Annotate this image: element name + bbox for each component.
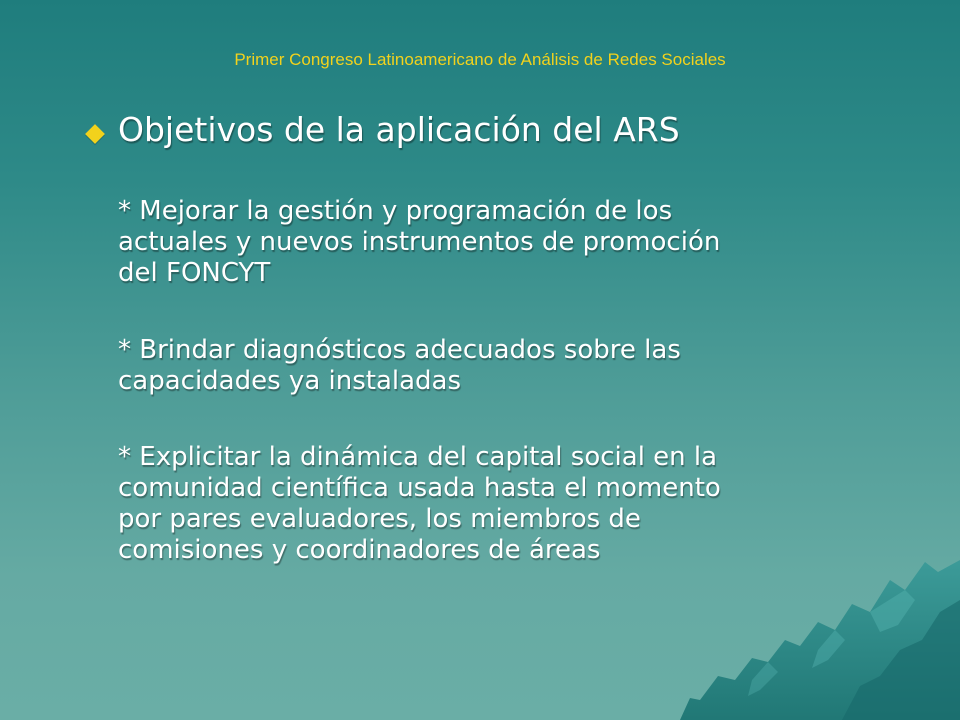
point-line: * Brindar diagnósticos adecuados sobre las <box>118 335 681 365</box>
point-line: * Mejorar la gestión y programación de los <box>118 196 673 226</box>
point-line: del FONCYT <box>118 258 271 288</box>
slide-header: Primer Congreso Latinoamericano de Análisis de Redes Sociales <box>234 50 726 69</box>
point-line: comunidad científica usada hasta el momento <box>118 473 721 503</box>
point-line: capacidades ya instaladas <box>118 366 462 396</box>
point-line: comisiones y coordinadores de áreas <box>118 535 601 565</box>
slide-heading: Objetivos de la aplicación del ARS <box>118 110 680 149</box>
point-line: por pares evaluadores, los miembros de <box>118 504 641 534</box>
objective-point-2 <box>118 335 878 397</box>
point-line: actuales y nuevos instrumentos de promoción <box>118 227 721 257</box>
objective-point-3 <box>118 442 878 566</box>
objective-point-1 <box>118 196 878 289</box>
point-line: * Explicitar la dinámica del capital social en la <box>118 442 718 472</box>
